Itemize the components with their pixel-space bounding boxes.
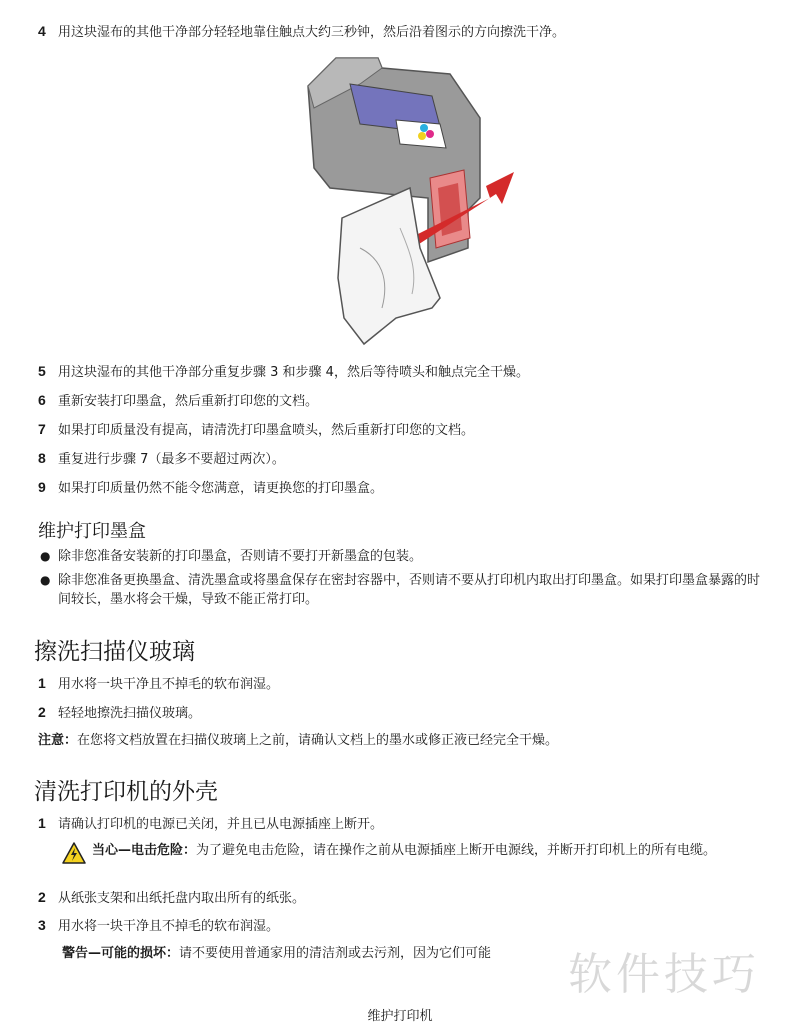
- step-number: 2: [38, 704, 46, 720]
- bullet-dot-icon: ●: [40, 573, 51, 587]
- step-number: 3: [38, 917, 46, 933]
- step-5: [38, 362, 529, 382]
- step-number: 1: [38, 815, 46, 831]
- warning-text: 为了避免电击危险，请在操作之前从电源插座上断开电源线，并断开打印机上的所有电缆。: [196, 843, 717, 858]
- bullet-item: [40, 571, 770, 609]
- step-9: [38, 478, 383, 498]
- step-text: 重复进行步骤 7（最多不要超过两次）。: [58, 452, 285, 467]
- scanner-note: [38, 732, 558, 750]
- step-text: 从纸张支架和出纸托盘内取出所有的纸张。: [58, 891, 306, 906]
- step-text: 重新安装打印墨盒，然后重新打印您的文档。: [58, 394, 319, 409]
- step-text: 用水将一块干净且不掉毛的软布润湿。: [58, 919, 280, 934]
- step-text: 用这块湿布的其他干净部分重复步骤 3 和步骤 4，然后等待喷头和触点完全干燥。: [58, 365, 529, 380]
- caution-label: 警告—可能的损坏：: [62, 946, 180, 961]
- watermark: 软件技巧: [568, 938, 760, 1002]
- step-number: 2: [38, 889, 46, 905]
- step-text: 用这块湿布的其他干净部分轻轻地靠住触点大约三秒钟，然后沿着图示的方向擦洗干净。: [58, 25, 566, 40]
- exterior-step-3: [38, 916, 279, 936]
- exterior-step-1: [38, 814, 383, 834]
- bullet-item: [40, 547, 770, 566]
- section-title-maintain-cartridge: 维护打印墨盒: [38, 521, 146, 542]
- step-text: 用水将一块干净且不掉毛的软布润湿。: [58, 677, 280, 692]
- step-text: 请确认打印机的电源已关闭，并且已从电源插座上断开。: [58, 817, 384, 832]
- warning-text-block: [92, 841, 772, 860]
- step-4: [38, 22, 565, 42]
- exterior-step-2: [38, 888, 305, 908]
- section-title-scanner-glass: 擦洗扫描仪玻璃: [34, 639, 195, 665]
- scanner-step-1: [38, 674, 279, 694]
- step-text: 如果打印质量没有提高，请清洗打印墨盒喷头，然后重新打印您的文档。: [58, 423, 475, 438]
- shock-warning: [62, 841, 772, 860]
- step-6: [38, 391, 318, 411]
- warning-label: 当心—电击危险：: [92, 843, 197, 858]
- step-number: 7: [38, 421, 46, 437]
- cartridge-cleaning-illustration: [300, 48, 530, 352]
- page-footer: 维护打印机: [367, 1009, 433, 1024]
- step-7: [38, 420, 474, 440]
- step-number: 8: [38, 450, 46, 466]
- note-text: 在您将文档放置在扫描仪玻璃上之前，请确认文档上的墨水或修正液已经完全干燥。: [77, 733, 559, 748]
- note-label: 注意：: [38, 733, 78, 748]
- step-text: 轻轻地擦洗扫描仪玻璃。: [58, 706, 202, 721]
- bullet-text: 除非您准备更换墨盒、清洗墨盒或将墨盒保存在密封容器中，否则请不要从打印机内取出打印墨盒。如果打印墨盒暴露的时间较长，墨水将会干燥，导致不能正常打印。: [58, 573, 761, 607]
- step-8: [38, 449, 285, 469]
- step-number: 5: [38, 363, 46, 379]
- step-number: 4: [38, 23, 46, 39]
- step-number: 6: [38, 392, 46, 408]
- bullet-dot-icon: ●: [40, 549, 51, 563]
- step-text: 如果打印质量仍然不能令您满意，请更换您的打印墨盒。: [58, 481, 384, 496]
- caution-text: 请不要使用普通家用的清洁剂或去污剂，因为它们可能: [179, 946, 492, 961]
- warning-triangle-icon: [62, 842, 86, 870]
- section-title-printer-exterior: 清洗打印机的外壳: [34, 779, 218, 805]
- step-number: 1: [38, 675, 46, 691]
- bullet-text: 除非您准备安装新的打印墨盒，否则请不要打开新墨盒的包装。: [58, 549, 423, 564]
- step-number: 9: [38, 479, 46, 495]
- scanner-step-2: [38, 703, 201, 723]
- damage-caution: [62, 945, 562, 963]
